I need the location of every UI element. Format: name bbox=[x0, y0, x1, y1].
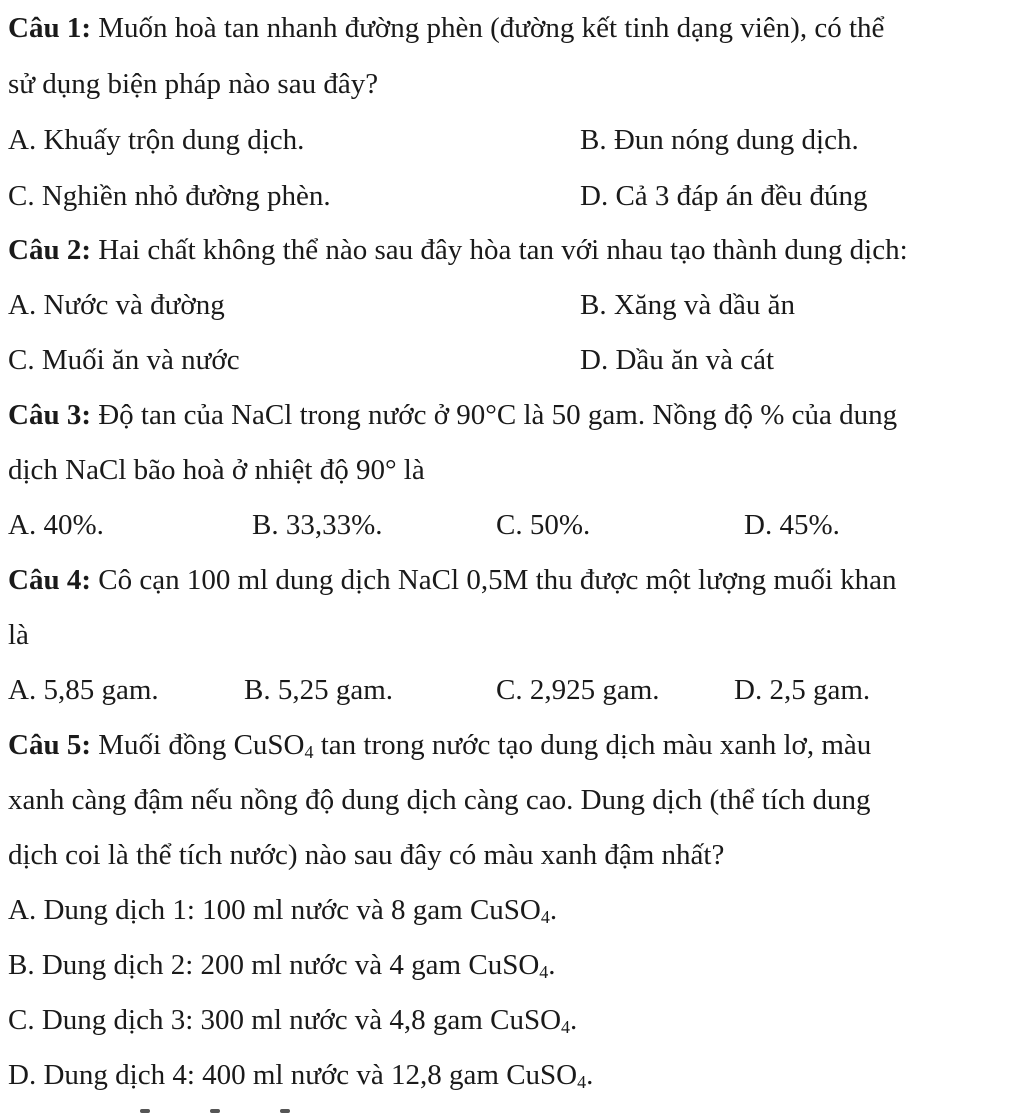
q5-option-c bbox=[8, 1002, 577, 1038]
q5-option-a bbox=[8, 892, 557, 928]
q2-option-d: D. Dầu ăn và cát bbox=[580, 344, 775, 376]
q5-option-c-subscript: 4 bbox=[561, 1017, 571, 1037]
q3-label: Câu 3: bbox=[8, 399, 91, 431]
q5-option-b-text: B. Dung dịch 2: 200 ml nước và 4 gam CuSO bbox=[8, 949, 540, 981]
q5-label: Câu 5: bbox=[8, 729, 91, 761]
q5-text-line2: xanh càng đậm nếu nồng độ dung dịch càng cao. Dung dịch (thể tích dung bbox=[8, 784, 871, 816]
q4-line1 bbox=[8, 562, 897, 598]
q1-label: Câu 1: bbox=[8, 12, 91, 44]
q5-option-b bbox=[8, 947, 556, 983]
q5-option-b-subscript: 4 bbox=[539, 962, 549, 982]
q5-line1 bbox=[8, 727, 871, 763]
q2-text-line1: Hai chất không thể nào sau đây hòa tan với nhau tạo thành dung dịch: bbox=[90, 234, 908, 266]
q2-label: Câu 2: bbox=[8, 234, 91, 266]
q3-line1 bbox=[8, 397, 897, 433]
q1-line1 bbox=[8, 10, 884, 46]
q4-text-line1: Cô cạn 100 ml dung dịch NaCl 0,5M thu được một lượng muối khan bbox=[90, 564, 897, 596]
q1-text-line2: sử dụng biện pháp nào sau đây? bbox=[8, 68, 379, 100]
q5-option-c-text: C. Dung dịch 3: 300 ml nước và 4,8 gam CuSO bbox=[8, 1004, 562, 1036]
q1-option-a: A. Khuấy trộn dung dịch. bbox=[8, 124, 305, 156]
q5-option-a-subscript: 4 bbox=[540, 907, 550, 927]
q3-option-b: B. 33,33%. bbox=[252, 509, 383, 541]
q5-option-a-end: . bbox=[549, 894, 558, 926]
cropped-next-line-fragment bbox=[140, 1100, 360, 1113]
q5-text-line3: dịch coi là thể tích nước) nào sau đây có màu xanh đậm nhất? bbox=[8, 839, 725, 871]
q5-option-c-end: . bbox=[570, 1004, 578, 1036]
q4-label: Câu 4: bbox=[8, 564, 91, 596]
q3-option-d: D. 45%. bbox=[744, 509, 840, 541]
q5-option-d-end: . bbox=[586, 1059, 594, 1091]
q5-subscript-4: 4 bbox=[304, 742, 314, 762]
q5-text-line1-pre: Muối đồng CuSO bbox=[90, 729, 305, 761]
q3-option-c: C. 50%. bbox=[496, 509, 591, 541]
q1-option-d: D. Cả 3 đáp án đều đúng bbox=[580, 180, 868, 212]
q4-option-b: B. 5,25 gam. bbox=[244, 674, 394, 706]
q5-option-b-end: . bbox=[548, 949, 556, 981]
q1-text-line1: Muốn hoà tan nhanh đường phèn (đường kết tinh dạng viên), có thể bbox=[90, 12, 885, 44]
q2-line1 bbox=[8, 232, 908, 268]
q5-option-d-subscript: 4 bbox=[577, 1072, 587, 1092]
q4-option-a: A. 5,85 gam. bbox=[8, 674, 159, 706]
q1-option-c: C. Nghiền nhỏ đường phèn. bbox=[8, 180, 331, 212]
q5-option-a-text: A. Dung dịch 1: 100 ml nước và 8 gam CuSO bbox=[8, 894, 541, 926]
q2-option-b: B. Xăng và dầu ăn bbox=[580, 289, 796, 321]
q4-text-line2: là bbox=[8, 619, 29, 651]
q5-option-d-text: D. Dung dịch 4: 400 ml nước và 12,8 gam CuSO bbox=[8, 1059, 578, 1091]
q3-option-a: A. 40%. bbox=[8, 509, 104, 541]
q3-text-line1: Độ tan của NaCl trong nước ở 90°C là 50 gam. Nồng độ % của dung bbox=[90, 399, 898, 431]
q5-text-line1-post: tan trong nước tạo dung dịch màu xanh lơ, màu bbox=[313, 729, 872, 761]
q2-option-a: A. Nước và đường bbox=[8, 289, 225, 321]
q4-option-c: C. 2,925 gam. bbox=[496, 674, 660, 706]
q2-option-c: C. Muối ăn và nước bbox=[8, 344, 240, 376]
q4-option-d: D. 2,5 gam. bbox=[734, 674, 871, 706]
q1-option-b: B. Đun nóng dung dịch. bbox=[580, 124, 859, 156]
q5-option-d bbox=[8, 1057, 593, 1093]
q3-text-line2: dịch NaCl bão hoà ở nhiệt độ 90° là bbox=[8, 454, 425, 486]
